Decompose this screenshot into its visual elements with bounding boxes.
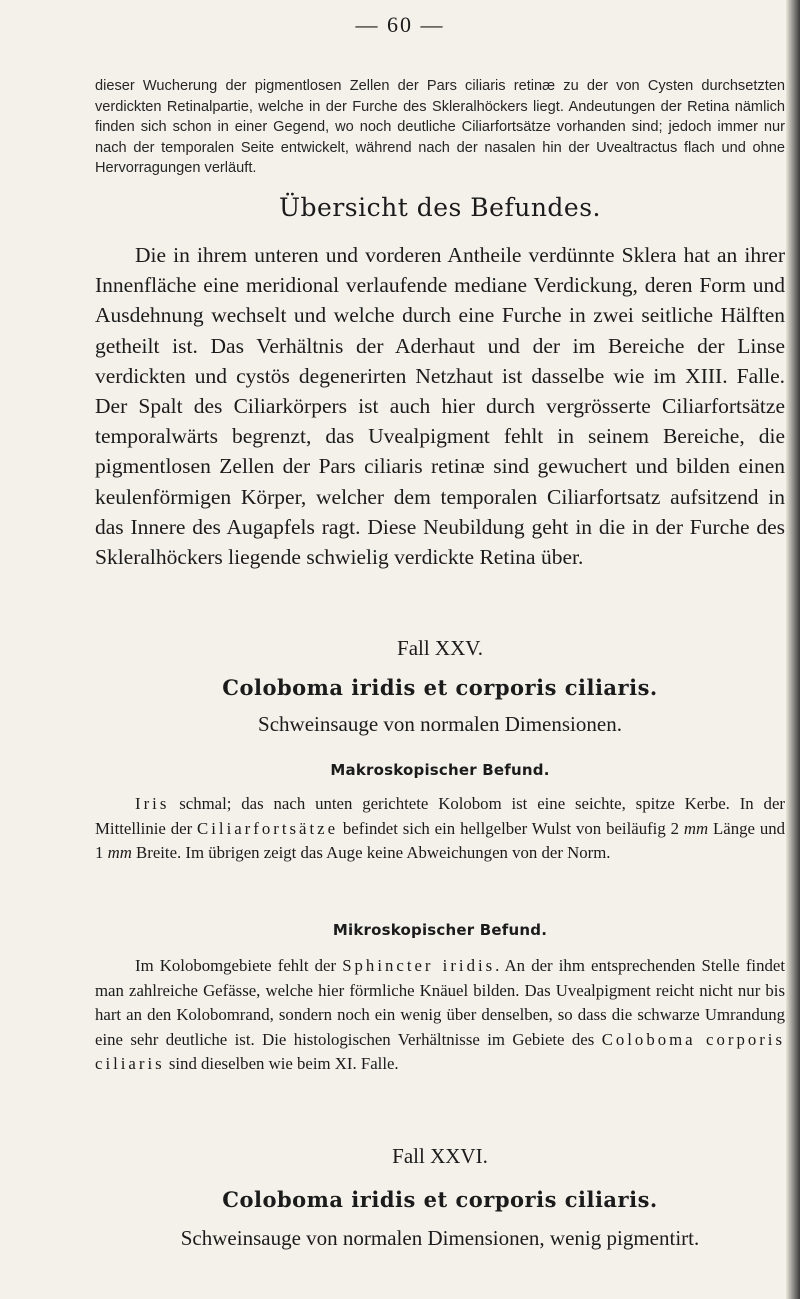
case-26-subtitle: Schweinsauge von normalen Dimensionen, wenig pigmentirt. bbox=[180, 1226, 700, 1250]
makro-heading: Makroskopischer Befund. bbox=[330, 761, 550, 779]
mikro-paragraph: Im Kolobomgebiete fehlt der Sphincter iridis. An der ihm entsprechenden Stelle findet man zahlreiche Gefässe, welche hier förmliche Knäuel bilden. Das Uvealpigment reicht nicht nur bis hart an den Kolobomrand, sondern noch ein wenig über denselben, so dass die schwarze Umrandung eine sehr deutliche ist. Die histologischen Verhältnisse im Gebiete des Coloboma corporis ciliaris sind dieselben wie beim XI. Falle. bbox=[95, 956, 786, 1073]
page-edge-shadow bbox=[786, 0, 800, 1299]
makro-term: Ciliarfortsätze bbox=[197, 818, 339, 838]
section-heading: Übersicht des Befundes. bbox=[278, 193, 601, 222]
makro-lead: Iris bbox=[135, 794, 170, 813]
page-number: — 60 — bbox=[355, 12, 445, 37]
makro-paragraph: Iris schmal; das nach unten gerichtete Kolobom ist eine seichte, spitze Kerbe. In der Mittellinie der Ciliarfortsätze befindet sich ein hellgelber Wulst von beiläufig 2 mm Länge und 1 mm Breite. Im übrigen zeigt das Auge keine Abweichungen von der Norm. bbox=[95, 794, 786, 862]
mikro-term-coloboma: Coloboma corporis ciliaris bbox=[95, 1029, 786, 1073]
case-25-subtitle: Schweinsauge von normalen Dimensionen. bbox=[258, 712, 622, 736]
mikro-term-sphincter: Sphincter iridis bbox=[342, 956, 496, 975]
mikro-heading: Mikroskopischer Befund. bbox=[332, 921, 548, 939]
case-26-label: Fall XXVI. bbox=[392, 1144, 488, 1168]
summary-paragraph: Die in ihrem unteren und vorderen Antheile verdünnte Sklera hat an ihrer Innenfläche eine meridional verlaufende mediane Verdickung, deren Form und Ausdehnung wechselt und welche durch eine Furche in zwei seitliche Hälften getheilt ist. Das Verhältnis der Aderhaut und der im Bereiche der Linse verdickten und cystös degenerirten Netzhaut ist dasselbe wie im XIII. Falle. Der Spalt des Ciliarkörpers ist auch hier durch vergrösserte Ciliarfortsätze temporalwärts begrenzt, das Uvealpigment fehlt in seinem Bereiche, die pigmentlosen Zellen der Pars ciliaris retinæ sind gewuchert und bilden einen keulenförmigen Körper, welcher dem temporalen Ciliarfortsatz aufsitzend in das Innere des Augapfels ragt. Diese Neubildung geht in die in der Furche des Skleralhöckers liegende schwielig verdickte Retina über. bbox=[95, 243, 785, 570]
case-25-title: Coloboma iridis et corporis ciliaris. bbox=[222, 675, 658, 700]
intro-paragraph: dieser Wucherung der pigmentlosen Zellen der Pars ciliaris retinæ zu der von Cysten durchsetzten verdickten Retinalpartie, welche in der Furche des Skleralhöckers liegt. Andeutungen der Retina nämlich finden sich schon in einer Gegend, wo noch deutliche Ciliarfortsätze vorhanden sind; jedoch immer nur nach der temporalen Seite entwickelt, während nach der nasalen hin der Uvealtractus flach und ohne Hervorragungen verläuft. bbox=[95, 78, 785, 176]
case-25-label: Fall XXV. bbox=[397, 636, 483, 660]
case-26-title: Coloboma iridis et corporis ciliaris. bbox=[222, 1187, 658, 1212]
